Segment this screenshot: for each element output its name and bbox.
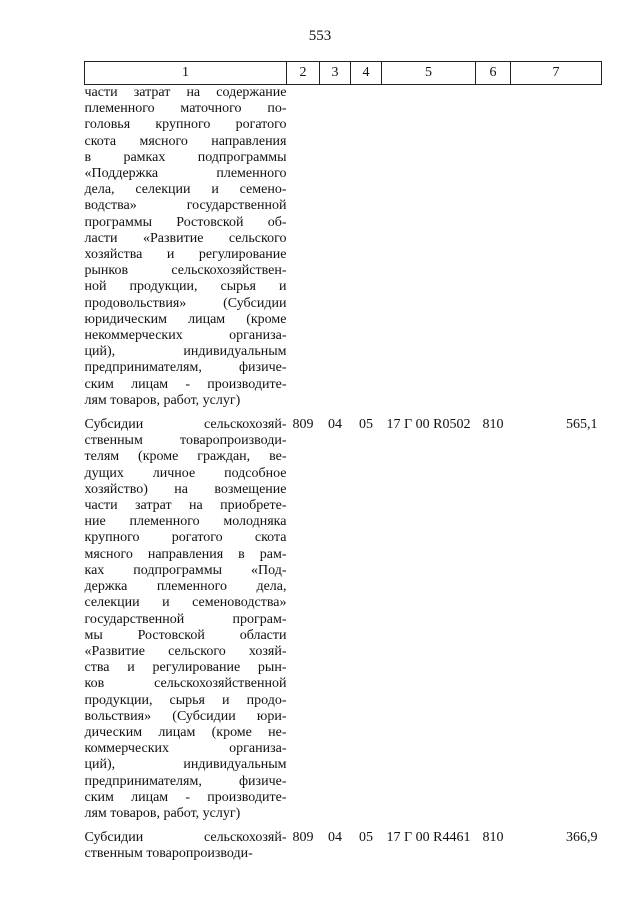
table-body — [85, 85, 602, 863]
description-line: дущих личное подсобное — [84, 465, 287, 481]
row-code-expense-type — [476, 85, 511, 410]
description-line: ках подпрограммы «Под- — [84, 562, 287, 578]
row-code-ministry: 809 — [292, 830, 314, 846]
row-spacer-cell — [85, 822, 602, 830]
column-header-5: 5 — [382, 62, 476, 85]
row-code-subsection: 05 — [359, 417, 373, 433]
description-line: ков сельскохозяйственной — [84, 676, 287, 692]
description-line: дическим лицам (кроме не- — [84, 724, 287, 740]
description-line: скота мясного направления — [84, 133, 287, 149]
description-line: ной продукции, сырья и — [84, 279, 287, 295]
description-line: ственным товаропроизводи- — [84, 433, 287, 449]
column-header-6: 6 — [476, 62, 511, 85]
description-line: дела, селекции и семено- — [84, 182, 287, 198]
row-amount — [511, 85, 602, 410]
column-header-3: 3 — [320, 62, 351, 85]
description-line: некоммерческих организа- — [84, 328, 287, 344]
row-code-target-article: 17 Г 00 R0502 — [386, 417, 471, 433]
description-line: мясного направления в рам- — [84, 546, 287, 562]
description-line: хозяйство) на возмещение — [84, 481, 287, 497]
row-amount: 366,9 — [566, 830, 598, 846]
description-line: продовольствия» (Субсидии — [84, 295, 287, 311]
row-description — [85, 85, 287, 410]
description-line: водства» государственной — [84, 198, 287, 214]
row-code-target-article — [382, 85, 476, 410]
description-line: Субсидии сельскохозяй- — [84, 830, 287, 846]
budget-table — [84, 61, 602, 863]
description-line: коммерческих организа- — [84, 741, 287, 757]
description-line: предпринимателям, физиче- — [84, 360, 287, 376]
description-line: лям товаров, работ, услуг) — [84, 805, 241, 821]
description-line: юридическим лицам (кроме — [84, 311, 287, 327]
table-row — [85, 85, 602, 410]
description-line: государственной програм- — [84, 611, 287, 627]
row-spacer — [85, 822, 602, 830]
column-header-4: 4 — [351, 62, 382, 85]
description-line: ций), индивидуальным — [84, 757, 287, 773]
description-line: ственным товаропроизводи- — [84, 846, 253, 862]
column-header-1: 1 — [85, 62, 287, 85]
description-line: ским лицам - производите- — [84, 376, 287, 392]
description-line: продукции, сырья и продо- — [84, 692, 287, 708]
table-row — [85, 417, 602, 822]
description-line: лям товаров, работ, услуг) — [84, 392, 241, 408]
description-line: держка племенного дела, — [84, 579, 287, 595]
description-line: части затрат на приобрете- — [84, 498, 287, 514]
description-line: головья крупного рогатого — [84, 117, 287, 133]
description-line: рынков сельскохозяйствен- — [84, 263, 287, 279]
description-line: «Развитие сельского хозяй- — [84, 643, 287, 659]
row-code-expense-type: 810 — [482, 417, 504, 433]
row-code-section: 04 — [328, 417, 342, 433]
row-description — [85, 830, 287, 862]
description-line: мы Ростовской области — [84, 627, 287, 643]
row-code-section — [320, 85, 351, 410]
row-description — [85, 417, 287, 822]
row-code-ministry: 809 — [292, 417, 314, 433]
row-code-subsection: 05 — [359, 830, 373, 846]
row-spacer — [85, 409, 602, 417]
description-line: «Поддержка племенного — [84, 166, 287, 182]
row-code-expense-type: 810 — [482, 830, 504, 846]
description-line: ласти «Развитие сельского — [84, 230, 287, 246]
row-code-section: 04 — [328, 830, 342, 846]
column-header-7: 7 — [511, 62, 602, 85]
column-header-2: 2 — [287, 62, 320, 85]
row-spacer-cell — [85, 409, 602, 417]
description-line: хозяйства и регулирование — [84, 247, 287, 263]
description-line: программы Ростовской об- — [84, 214, 287, 230]
column-number-row — [85, 62, 602, 85]
row-code-subsection — [351, 85, 382, 410]
description-line: ским лицам - производите- — [84, 789, 287, 805]
row-amount: 565,1 — [566, 417, 598, 433]
description-line: племенного маточного по- — [84, 101, 287, 117]
description-line: ние племенного молодняка — [84, 514, 287, 530]
row-code-target-article: 17 Г 00 R4461 — [386, 830, 471, 846]
description-line: крупного рогатого скота — [84, 530, 287, 546]
description-line: телям (кроме граждан, ве- — [84, 449, 287, 465]
description-line: в рамках подпрограммы — [84, 149, 287, 165]
description-line: ций), индивидуальным — [84, 344, 287, 360]
table-row — [85, 830, 602, 862]
description-line: части затрат на содержание — [84, 85, 287, 100]
description-line: ства и регулирование рын- — [84, 660, 287, 676]
description-line: предпринимателям, физиче- — [84, 773, 287, 789]
description-line: селекции и семеноводства» — [84, 595, 287, 611]
description-line: вольствия» (Субсидии юри- — [84, 708, 287, 724]
row-code-ministry — [287, 85, 320, 410]
page-number: 553 — [308, 28, 332, 44]
description-line: Субсидии сельскохозяй- — [84, 417, 287, 433]
